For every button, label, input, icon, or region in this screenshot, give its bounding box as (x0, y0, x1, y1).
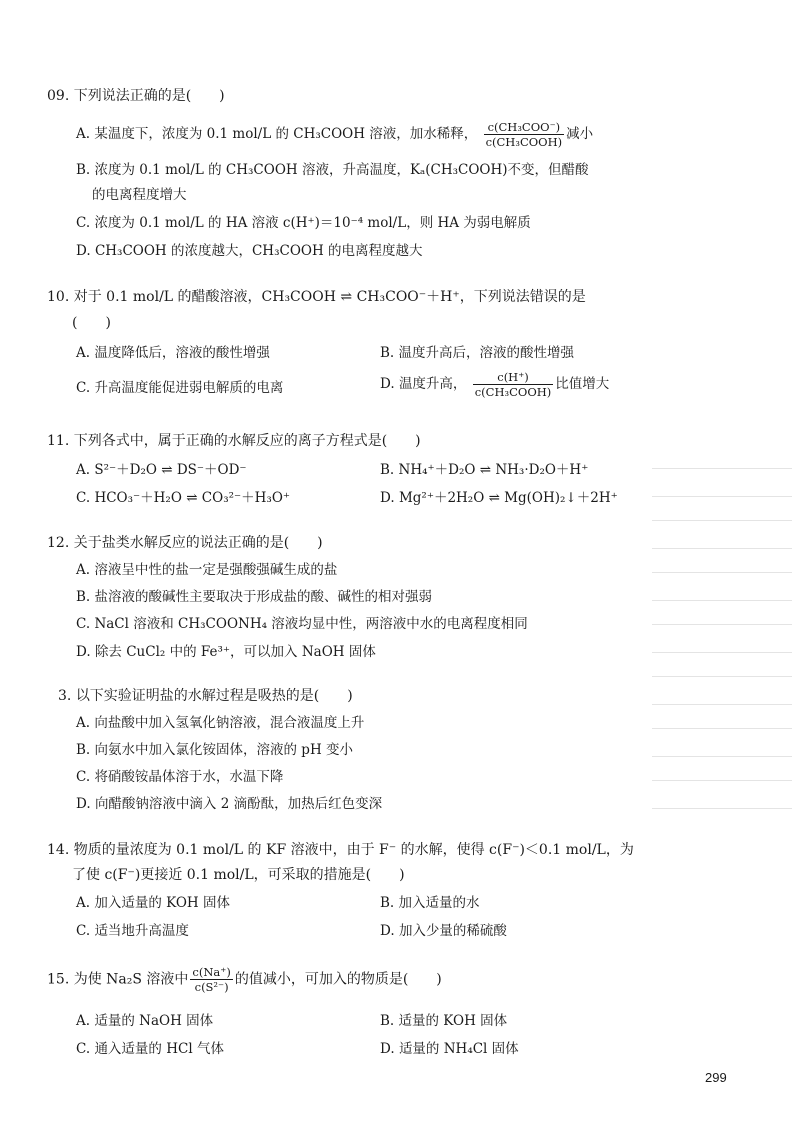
fraction-denominator: c(CH₃COOH) (474, 385, 552, 399)
option-a (76, 120, 593, 149)
option-text: CH₃COOH 的浓度越大，CH₃COOH 的电离程度越大 (94, 243, 423, 259)
option-text: 适当地升高温度 (94, 923, 189, 939)
option-label: B. (76, 162, 91, 178)
question-stem (47, 431, 421, 451)
option-label: C. (76, 616, 91, 632)
option-text: 加入少量的稀硫酸 (398, 923, 507, 939)
option-text: 某温度下，浓度为 0.1 mol/L 的 CH₃COOH 溶液，加水稀释， (94, 126, 478, 142)
option-d (380, 1039, 519, 1059)
option-label: A. (76, 715, 91, 731)
question-stem (47, 287, 586, 307)
option-b (380, 460, 588, 480)
scan-line (652, 756, 792, 757)
option-b (76, 160, 589, 180)
option-c (76, 1039, 224, 1059)
scan-line (652, 624, 792, 625)
option-label: C. (76, 1041, 91, 1057)
option-c (76, 378, 283, 398)
option-text: 温度升高后，溶液的酸性增强 (398, 345, 575, 361)
option-d (76, 241, 423, 261)
option-c (76, 767, 283, 787)
option-a (76, 343, 270, 363)
scan-line (652, 676, 792, 677)
scan-line (652, 600, 792, 601)
question-stem (58, 686, 353, 706)
page-number: 299 (705, 1070, 727, 1085)
option-label: A. (76, 895, 91, 911)
scan-line (652, 780, 792, 781)
question-stem (47, 965, 442, 994)
question-text-tail: 的值减小，可加入的物质是( ) (234, 971, 442, 988)
scan-line (652, 496, 792, 497)
option-a (76, 713, 364, 733)
option-a (76, 560, 337, 580)
scan-line (652, 652, 792, 653)
question-stem-continued (72, 313, 111, 333)
scan-line (652, 704, 792, 705)
option-label: D. (76, 644, 91, 660)
option-text: 除去 CuCl₂ 中的 Fe³⁺，可以加入 NaOH 固体 (94, 644, 376, 660)
option-b (380, 343, 574, 363)
question-number: 14. (47, 842, 70, 858)
option-label: A. (76, 1013, 91, 1029)
option-label: B. (380, 895, 395, 911)
option-text: 温度降低后，溶液的酸性增强 (94, 345, 270, 361)
option-label: C. (76, 490, 91, 506)
option-text: 升高温度能促进弱电解质的电离 (94, 380, 284, 396)
option-label: C. (76, 380, 91, 396)
question-number: 11. (47, 433, 70, 449)
question-stem (47, 86, 225, 106)
option-a (76, 460, 247, 480)
option-b (380, 1011, 507, 1031)
option-text: 加入适量的水 (398, 895, 480, 911)
option-c (76, 921, 189, 941)
question-text: 为使 Na₂S 溶液中 (73, 971, 189, 988)
fraction-denominator: c(CH₃COOH) (485, 135, 563, 149)
option-text: 溶液呈中性的盐一定是强酸强碱生成的盐 (94, 562, 338, 578)
option-b (76, 740, 353, 760)
option-label: B. (380, 462, 395, 478)
option-text: 向盐酸中加入氢氧化钠溶液，混合液温度上升 (94, 715, 365, 731)
question-stem (47, 533, 323, 553)
option-text: NaCl 溶液和 CH₃COONH₄ 溶液均显中性，两溶液中水的电离程度相同 (94, 616, 528, 632)
question-stem (47, 840, 634, 860)
option-label: A. (76, 462, 91, 478)
option-label: C. (76, 923, 91, 939)
option-d (76, 794, 382, 814)
fraction (473, 370, 554, 399)
option-text: 将硝酸铵晶体溶于水，水温下降 (94, 769, 284, 785)
option-a (76, 893, 230, 913)
scan-line (652, 548, 792, 549)
option-text: 浓度为 0.1 mol/L 的 CH₃COOH 溶液，升高温度，Kₐ(CH₃COOH)不变，但醋酸 (94, 162, 589, 178)
question-text: 下列说法正确的是( ) (73, 88, 225, 104)
option-text: 适量的 NaOH 固体 (94, 1013, 214, 1029)
option-b-continued (92, 185, 187, 205)
option-label: D. (76, 243, 91, 259)
option-label: B. (76, 742, 91, 758)
scan-line (652, 572, 792, 573)
option-text-tail: 减小 (566, 126, 594, 142)
option-c (76, 213, 531, 233)
scan-line (652, 728, 792, 729)
option-label: C. (76, 215, 91, 231)
option-c (76, 614, 528, 634)
option-text: 向氨水中加入氯化铵固体，溶液的 pH 变小 (94, 742, 354, 758)
question-text: 物质的量浓度为 0.1 mol/L 的 KF 溶液中，由于 F⁻ 的水解，使得 c(F⁻)＜0.1 mol/L，为 (73, 842, 634, 858)
option-label: B. (380, 345, 395, 361)
scan-line (652, 520, 792, 521)
option-text: 通入适量的 HCl 气体 (94, 1041, 224, 1057)
option-text: 浓度为 0.1 mol/L 的 HA 溶液 c(H⁺)＝10⁻⁴ mol/L，则 HA 为弱电解质 (94, 215, 531, 231)
question-text: 以下实验证明盐的水解过程是吸热的是( ) (75, 688, 353, 704)
option-label: D. (76, 796, 91, 812)
option-text: 加入适量的 KOH 固体 (94, 895, 230, 911)
scan-line (652, 468, 792, 469)
option-label: B. (76, 589, 91, 605)
question-number: 12. (47, 535, 70, 551)
scan-line (652, 808, 792, 809)
option-label: A. (76, 126, 91, 142)
question-text: 了使 c(F⁻)更接近 0.1 mol/L，可采取的措施是( ) (72, 867, 405, 883)
option-text: 向醋酸钠溶液中滴入 2 滴酚酞，加热后红色变深 (94, 796, 383, 812)
fraction-numerator: c(CH₃COO⁻) (484, 120, 565, 135)
question-stem-continued (72, 865, 405, 885)
question-number: 09. (47, 88, 70, 104)
question-text: 下列各式中，属于正确的水解反应的离子方程式是( ) (73, 433, 421, 449)
option-label: C. (76, 769, 91, 785)
question-text: 对于 0.1 mol/L 的醋酸溶液，CH₃COOH ⇌ CH₃COO⁻＋H⁺，下列说法错误的是 (73, 289, 586, 305)
option-text: NH₄⁺＋D₂O ⇌ NH₃·D₂O＋H⁺ (398, 462, 589, 478)
option-label: D. (380, 490, 395, 506)
fraction-numerator: c(H⁺) (473, 370, 554, 385)
option-label: A. (76, 345, 91, 361)
option-label: B. (380, 1013, 395, 1029)
option-text: HCO₃⁻＋H₂O ⇌ CO₃²⁻＋H₃O⁺ (94, 490, 291, 506)
fraction (190, 965, 232, 994)
question-number: 15. (47, 971, 70, 988)
fraction-numerator: c(Na⁺) (192, 965, 231, 979)
question-text: 关于盐类水解反应的说法正确的是( ) (73, 535, 323, 551)
option-b (380, 893, 480, 913)
option-text: 适量的 KOH 固体 (398, 1013, 508, 1029)
option-label: D. (380, 1041, 395, 1057)
option-a (76, 1011, 213, 1031)
option-label: D. (380, 923, 395, 939)
answer-bracket: ( ) (72, 315, 111, 331)
option-d (380, 921, 507, 941)
question-number: 10. (47, 289, 70, 305)
option-text: 温度升高， (398, 376, 467, 392)
option-label: A. (76, 562, 91, 578)
option-c (76, 488, 290, 508)
option-text-tail: 比值增大 (555, 376, 610, 392)
option-text: 的电离程度增大 (92, 187, 187, 203)
option-text: 适量的 NH₄Cl 固体 (398, 1041, 519, 1057)
option-d (380, 370, 609, 399)
fraction (484, 120, 565, 149)
option-text: Mg²⁺＋2H₂O ⇌ Mg(OH)₂↓＋2H⁺ (398, 490, 618, 506)
question-number: 3. (58, 688, 72, 704)
option-b (76, 587, 432, 607)
option-d (76, 642, 376, 662)
option-text: 盐溶液的酸碱性主要取决于形成盐的酸、碱性的相对强弱 (94, 589, 433, 605)
option-label: D. (380, 376, 395, 392)
fraction-denominator: c(S²⁻) (194, 980, 229, 994)
option-d (380, 488, 618, 508)
option-text: S²⁻＋D₂O ⇌ DS⁻＋OD⁻ (94, 462, 247, 478)
